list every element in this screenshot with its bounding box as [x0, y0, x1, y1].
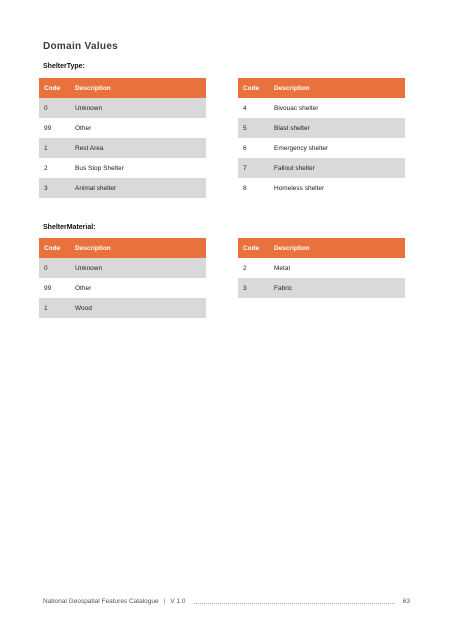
table-row	[39, 298, 206, 318]
page-footer	[43, 598, 410, 605]
cell-code: 5	[238, 118, 269, 138]
column-header-code: Code	[39, 238, 70, 258]
cell-code: 3	[39, 178, 70, 198]
cell-description: Wood	[70, 298, 206, 318]
cell-description: Fallout shelter	[269, 158, 405, 178]
table-row	[238, 98, 405, 118]
cell-description: Unknown	[70, 258, 206, 278]
column-header-description: Description	[269, 238, 405, 258]
table-row	[39, 278, 206, 298]
column-header-code: Code	[238, 238, 269, 258]
table-header-row	[39, 238, 206, 258]
footer-title: National Geospatial Features Catalogue	[43, 598, 159, 605]
cell-description: Unknown	[70, 98, 206, 118]
table-row	[39, 258, 206, 278]
column-header-description: Description	[70, 238, 206, 258]
column-header-code: Code	[238, 78, 269, 98]
footer-separator: |	[163, 598, 166, 605]
cell-description: Animal shelter	[70, 178, 206, 198]
shelter-type-table-right	[238, 78, 405, 198]
column-header-description: Description	[70, 78, 206, 98]
cell-description: Fabric	[269, 278, 405, 298]
cell-code: 0	[39, 98, 70, 118]
table-row	[238, 178, 405, 198]
table-row	[238, 138, 405, 158]
table-header-row	[238, 78, 405, 98]
cell-code: 6	[243, 144, 247, 152]
cell-description: Rest Area	[70, 138, 206, 158]
table-header-row	[39, 78, 206, 98]
footer-dot-leader	[194, 599, 395, 604]
cell-code: 3	[238, 278, 269, 298]
cell-code: 2	[243, 264, 247, 272]
table-row	[39, 138, 206, 158]
table-row	[238, 258, 405, 278]
cell-description: Other	[75, 124, 92, 132]
table-row	[238, 158, 405, 178]
shelter-material-table-left	[39, 238, 206, 318]
table-row	[39, 118, 206, 138]
cell-description: Bivouac shelter	[274, 104, 319, 112]
cell-code: 1	[39, 298, 70, 318]
table-row	[39, 178, 206, 198]
cell-code: 99	[44, 124, 52, 132]
cell-code: 0	[39, 258, 70, 278]
cell-description: Homeless shelter	[274, 184, 325, 192]
table-row	[39, 98, 206, 118]
cell-code: 4	[243, 104, 247, 112]
cell-code: 99	[44, 284, 52, 292]
cell-code: 2	[44, 164, 48, 172]
table-header-row	[238, 238, 405, 258]
cell-code: 7	[238, 158, 269, 178]
cell-description: Emergency shelter	[274, 144, 329, 152]
cell-description: Metal	[274, 264, 290, 272]
footer-version: V 1.0	[170, 598, 186, 605]
column-header-code: Code	[39, 78, 70, 98]
cell-code: 1	[39, 138, 70, 158]
section-label-shelter-material: ShelterMaterial:	[43, 224, 96, 231]
table-row	[39, 158, 206, 178]
shelter-material-table-right	[238, 238, 405, 298]
cell-description: Other	[75, 284, 92, 292]
cell-code: 8	[243, 184, 247, 192]
cell-description: Bus Stop Shelter	[75, 164, 124, 172]
cell-description: Blast shelter	[269, 118, 405, 138]
page-heading: Domain Values	[43, 41, 119, 52]
shelter-type-table-left	[39, 78, 206, 198]
page-number: 63	[402, 598, 410, 605]
section-label-shelter-type: ShelterType:	[43, 63, 85, 70]
column-header-description: Description	[269, 78, 405, 98]
table-row	[238, 118, 405, 138]
table-row	[238, 278, 405, 298]
